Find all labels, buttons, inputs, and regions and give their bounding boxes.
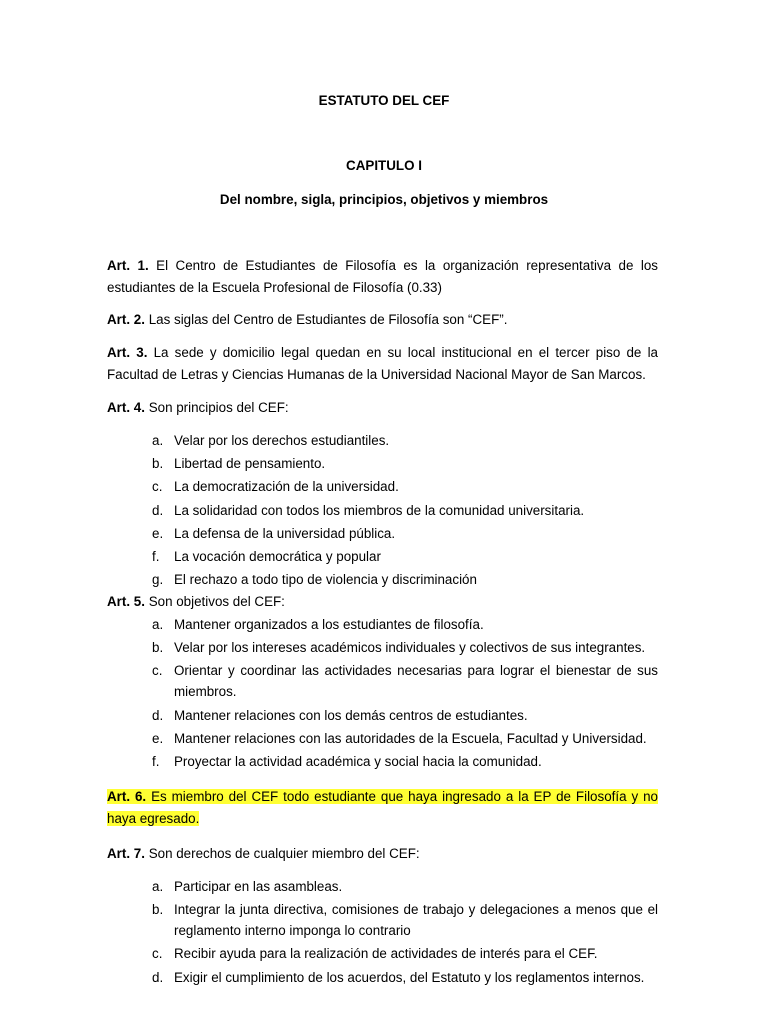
list-item: [152, 430, 658, 451]
article-text: Es miembro del CEF todo estudiante que haya ingresado a la EP de Filosofía y no haya egresado.: [107, 789, 658, 826]
list-item-text: Velar por los intereses académicos individuales y colectivos de sus integrantes.: [174, 640, 646, 656]
list-item: [152, 751, 658, 772]
highlighted-text: [107, 789, 658, 826]
chapter-subtitle: Del nombre, sigla, principios, objetivos y miembros: [219, 192, 549, 207]
list-item-text: El rechazo a todo tipo de violencia y discriminación: [174, 572, 477, 588]
list-marker: c.: [152, 946, 163, 962]
list-item-text: Mantener organizados a los estudiantes de filosofía.: [174, 617, 484, 632]
list-marker: c.: [152, 479, 163, 495]
article-number: Art. 4.: [107, 400, 145, 415]
list-marker: g.: [152, 572, 164, 588]
article-2: [107, 309, 658, 331]
article-5: [107, 591, 658, 613]
list-item: [152, 476, 658, 497]
list-item-text: La solidaridad con todos los miembros de la comunidad universitaria.: [174, 502, 585, 518]
list-marker: a.: [152, 433, 164, 448]
article-7: [107, 843, 658, 865]
chapter-heading: CAPITULO I: [346, 158, 422, 173]
list-item: [152, 705, 658, 726]
list-item: [152, 899, 658, 941]
objectives-list: [152, 614, 658, 774]
list-item-text: Recibir ayuda para la realización de actividades de interés para el CEF.: [174, 946, 598, 962]
list-item: [152, 614, 658, 635]
article-6: [107, 786, 658, 830]
list-item-text: Participar en las asambleas.: [174, 879, 343, 894]
article-number: Art. 3.: [107, 345, 148, 360]
article-4: [107, 397, 658, 419]
article-number: Art. 1.: [107, 258, 149, 273]
list-marker: d.: [152, 502, 164, 518]
list-item: [152, 660, 658, 702]
list-marker: d.: [152, 707, 164, 723]
list-item: [152, 453, 658, 474]
article-number: Art. 7.: [107, 846, 145, 861]
list-item: [152, 523, 658, 544]
list-item-text: Proyectar la actividad académica y social hacia la comunidad.: [174, 753, 542, 769]
list-marker: f.: [152, 753, 160, 769]
list-item: [152, 637, 658, 658]
list-item-text: Mantener relaciones con las autoridades de la Escuela, Facultad y Universidad.: [174, 730, 647, 746]
list-item-text: Exigir el cumplimiento de los acuerdos, del Estatuto y los reglamentos internos.: [174, 969, 645, 985]
article-1: [107, 255, 658, 299]
list-marker: f.: [152, 548, 160, 564]
article-3: [107, 342, 658, 386]
article-text: Las siglas del Centro de Estudiantes de Filosofía son “CEF”.: [148, 312, 508, 327]
list-marker: d.: [152, 969, 164, 985]
list-item: [152, 967, 658, 988]
article-number: Art. 5.: [107, 594, 145, 609]
list-item: [152, 500, 658, 521]
list-item-text: Integrar la junta directiva, comisiones de trabajo y delegaciones a menos que el reglamento interno imponga lo contrario: [174, 902, 658, 939]
principles-list: [152, 430, 658, 592]
list-marker: e.: [152, 730, 164, 746]
list-item-text: Mantener relaciones con los demás centros de estudiantes.: [174, 707, 528, 723]
list-item: [152, 728, 658, 749]
article-text: El Centro de Estudiantes de Filosofía es la organización representativa de los estudiantes de la Escuela Profesional de Filosofía (0.33): [107, 258, 658, 295]
list-marker: e.: [152, 525, 164, 541]
article-text: La sede y domicilio legal quedan en su local institucional en el tercer piso de la Facultad de Letras y Ciencias Humanas de la Universidad Nacional Mayor de San Marcos.: [107, 345, 658, 382]
list-item-text: Libertad de pensamiento.: [174, 456, 326, 472]
article-number: Art. 2.: [107, 312, 145, 327]
list-item-text: Velar por los derechos estudiantiles.: [174, 433, 390, 448]
list-item-text: La democratización de la universidad.: [174, 479, 399, 495]
list-marker: b.: [152, 640, 164, 656]
list-marker: b.: [152, 902, 164, 918]
list-marker: a.: [152, 617, 164, 632]
list-item: [152, 876, 658, 897]
article-text: Son derechos de cualquier miembro del CEF:: [148, 846, 420, 861]
article-text: Son principios del CEF:: [148, 400, 289, 415]
list-item-text: La vocación democrática y popular: [174, 548, 381, 564]
article-number: Art. 6.: [107, 789, 147, 804]
document-title: ESTATUTO DEL CEF: [318, 93, 450, 108]
list-item: [152, 546, 658, 567]
list-item-text: La defensa de la universidad pública.: [174, 525, 396, 541]
list-item: [152, 569, 658, 590]
list-marker: c.: [152, 663, 163, 679]
article-text: Son objetivos del CEF:: [148, 594, 285, 609]
rights-list: [152, 876, 658, 990]
list-marker: b.: [152, 456, 164, 472]
list-item: [152, 943, 658, 964]
list-marker: a.: [152, 879, 164, 894]
list-item-text: Orientar y coordinar las actividades necesarias para lograr el bienestar de sus miembros.: [174, 663, 658, 700]
